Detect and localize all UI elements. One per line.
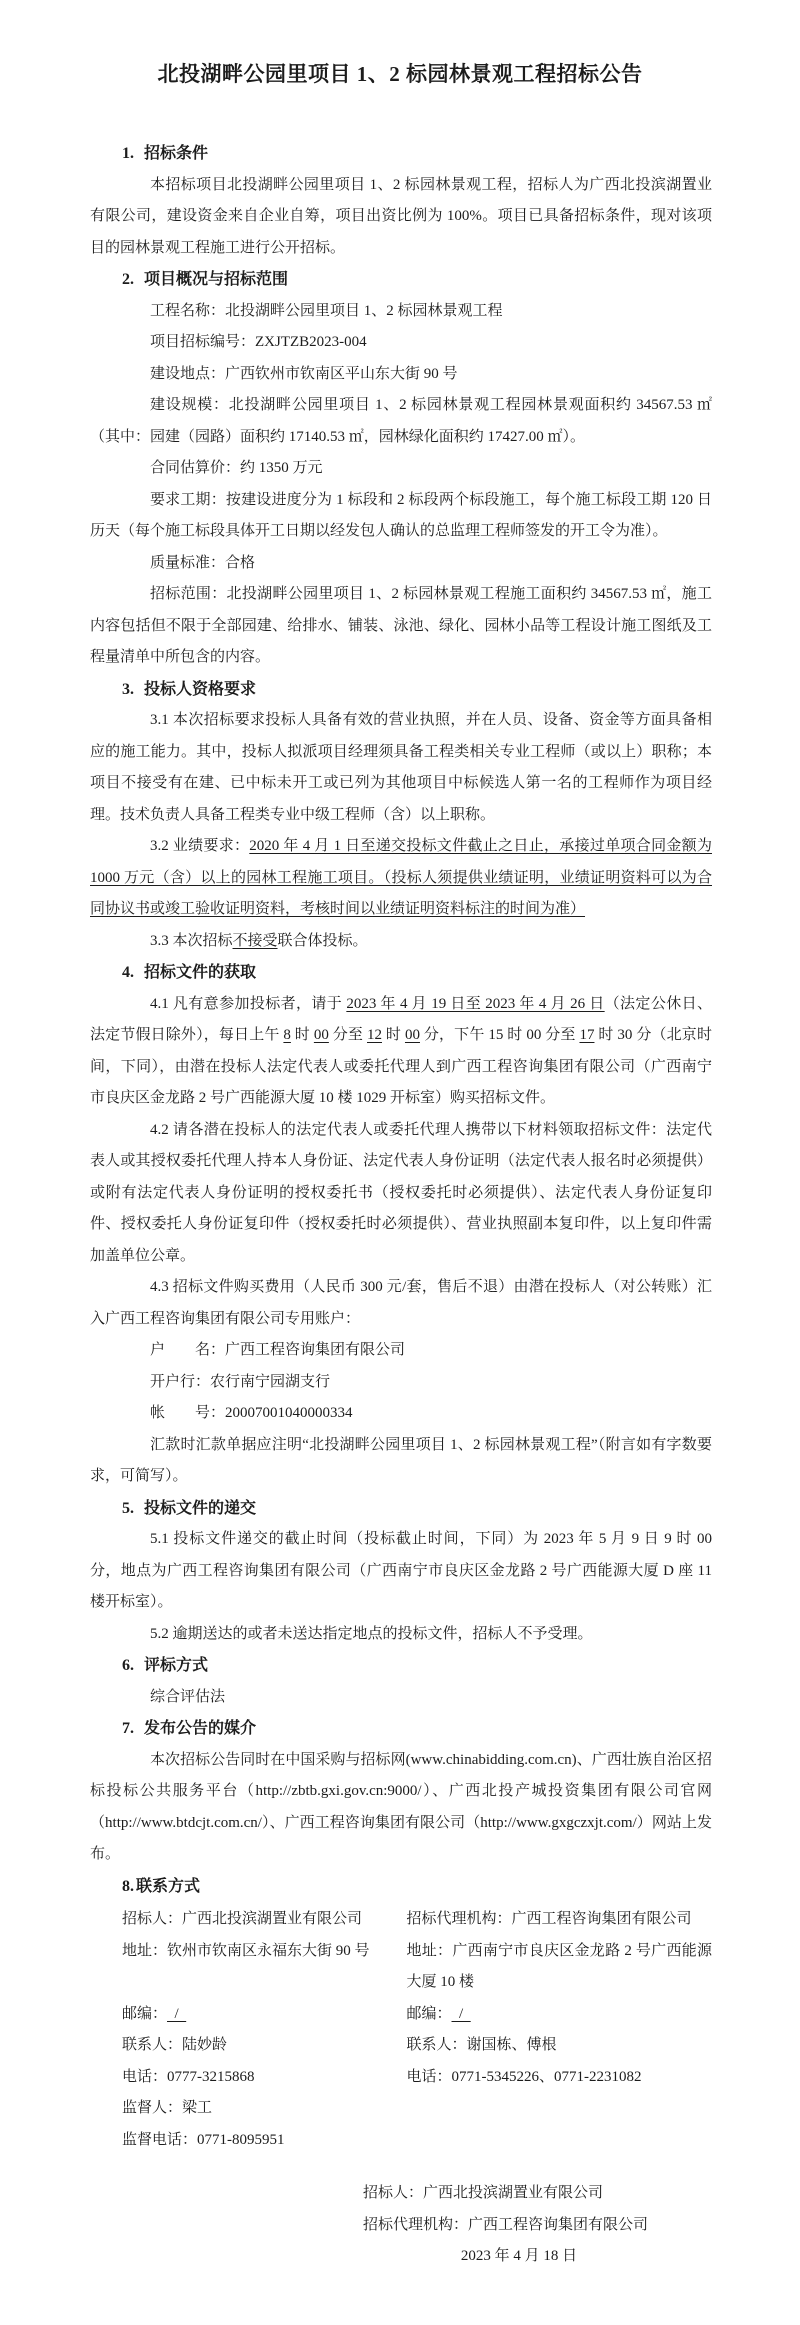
paragraph: 项目招标编号：ZXJTZB2023-004 <box>150 334 367 350</box>
section-label: 招标文件的获取 <box>144 964 257 981</box>
text-run: 时 30 分（北京时间，下同），由潜在投标人法定代表人或委托代理人到广西工程咨询集团有限公司（广西南宁市良庆区金龙路 2 号广西能源大厦 10 楼 1029 开标室）购买招标文件。 <box>90 1027 712 1106</box>
section-heading <box>122 1871 712 1903</box>
contact-cell-bidder <box>90 2093 407 2125</box>
contact-table <box>90 1904 712 2156</box>
underlined-text: 不接受 <box>232 932 278 949</box>
contact-row <box>90 1904 712 1936</box>
underlined-text: 17 <box>579 1027 595 1043</box>
section-number: 7. <box>122 1720 134 1737</box>
section-heading <box>122 264 712 296</box>
section-label: 联系方式 <box>136 1877 201 1895</box>
underlined-text: / <box>451 2005 471 2022</box>
document-content <box>90 138 712 2273</box>
signature-line: 招标人：广西北投滨湖置业有限公司 <box>363 2185 604 2201</box>
text-run: 联系人：陆妙龄 <box>122 2037 228 2053</box>
document-title: 北投湖畔公园里项目 1、2 标园林景观工程招标公告 <box>157 62 643 86</box>
underlined-text: 00 <box>404 1027 420 1043</box>
section-heading <box>122 957 712 989</box>
section-number: 1. <box>122 145 134 162</box>
section-heading <box>122 138 712 170</box>
underlined-text: 8 <box>283 1027 291 1043</box>
contact-cell-agency <box>407 2030 713 2062</box>
section-number: 3. <box>122 680 134 698</box>
paragraph: 帐 号：20007001040000334 <box>150 1405 353 1421</box>
paragraph <box>90 926 712 958</box>
section-label: 项目概况与招标范围 <box>144 271 289 288</box>
underlined-text: / <box>167 2005 187 2022</box>
text-run: 电话：0777-3215868 <box>122 2068 255 2085</box>
section-number: 6. <box>122 1657 134 1674</box>
paragraph: 招标范围：北投湖畔公园里项目 1、2 标园林景观工程施工面积约 34567.53 ㎡，施工内容包括但不限于全部园建、给排水、铺装、泳池、绿化、园林小品等工程设计施工图纸及工程量清单中所包含的内容。 <box>90 586 712 665</box>
section-number: 4. <box>122 964 134 981</box>
contact-cell-agency <box>407 2125 713 2157</box>
text-run: 联合体投标。 <box>277 932 368 949</box>
section-number: 2. <box>122 271 134 288</box>
contact-cell-bidder <box>90 2125 407 2157</box>
contact-row <box>90 1936 712 1999</box>
section-label: 发布公告的媒介 <box>144 1720 257 1737</box>
text-run: 时 <box>382 1027 405 1043</box>
contact-cell-agency <box>407 2062 713 2094</box>
section-label: 招标条件 <box>144 145 209 162</box>
text-run: 3.2 业绩要求： <box>150 838 250 854</box>
contact-cell-agency <box>407 2093 713 2125</box>
contact-cell-bidder <box>90 2030 407 2062</box>
contact-cell-bidder <box>90 2062 407 2094</box>
paragraph: 本次招标公告同时在中国采购与招标网(www.chinabidding.com.cn)、广西壮族自治区招标投标公共服务平台（http://zbtb.gxi.gov.cn:9000/）、广西北投产城投资集团有限公司官网（http://www.btdcjt.com.cn/）、广西工程咨询集团有限公司（http://www.gxgczxjt.com/）网站上发布。 <box>90 1751 712 1862</box>
paragraph: 本招标项目北投湖畔公园里项目 1、2 标园林景观工程，招标人为广西北投滨湖置业有限公司，建设资金来自企业自筹，项目出资比例为 100%。项目已具备招标条件，现对该项目的园林景观工程施工进行公开招标。 <box>90 176 712 256</box>
signature-block <box>363 2178 675 2273</box>
paragraph <box>90 989 712 1115</box>
underlined-text: 00 <box>313 1027 329 1043</box>
section-number: 8. <box>122 1877 134 1895</box>
underlined-text: 2020 年 4 月 1 日至递交投标文件截止之日止，承接过单项合同金额为 1000 万元（含）以上的园林工程施工项目。（投标人须提供业绩证明，业绩证明资料可以为合同协议书或竣工验收证明资料，考核时间以业绩证明资料标注的时间为准） <box>90 838 712 917</box>
text-run: 4.1 凡有意参加投标者，请于 <box>150 995 347 1012</box>
section-label: 评标方式 <box>144 1657 209 1674</box>
text-run: 联系人：谢国栋、傅根 <box>406 2037 557 2053</box>
text-run: 地址：钦州市钦南区永福东大街 90 号 <box>122 1942 370 1959</box>
signature-date: 2023 年 4 月 18 日 <box>460 2248 578 2264</box>
text-run: 分至 <box>328 1027 367 1043</box>
paragraph: 综合评估法 <box>150 1688 226 1705</box>
contact-cell-bidder <box>90 1904 407 1936</box>
text-run: 邮编： <box>122 2005 168 2022</box>
paragraph: 5.1 投标文件递交的截止时间（投标截止时间，下同）为 2023 年 5 月 9 日 9 时 00 分，地点为广西工程咨询集团有限公司（广西南宁市良庆区金龙路 2 号广西能源大厦 D 座 11 楼开标室）。 <box>90 1531 712 1610</box>
paragraph: 建设规模：北投湖畔公园里项目 1、2 标园林景观工程园林景观面积约 34567.53 ㎡（其中：园建（园路）面积约 17140.53 ㎡，园林绿化面积约 17427.00 ㎡）。 <box>90 397 712 445</box>
text-run: 地址：广西南宁市良庆区金龙路 2 号广西能源大厦 10 楼 <box>406 1942 712 1990</box>
contact-cell-agency <box>407 1999 713 2031</box>
underlined-text: 2023 年 4 月 19 日至 2023 年 4 月 26 日 <box>346 995 605 1012</box>
text-run: 招标代理机构：广西工程咨询集团有限公司 <box>406 1911 692 1927</box>
contact-row <box>90 2030 712 2062</box>
paragraph: 合同估算价：约 1350 万元 <box>150 460 323 476</box>
signature-line: 招标代理机构：广西工程咨询集团有限公司 <box>363 2216 649 2233</box>
text-run: 电话：0771-5345226、0771-2231082 <box>406 2068 642 2085</box>
text-run: 邮编： <box>406 2005 452 2022</box>
text-run: （法定公休日、法定节假日除外），每日上午 <box>90 995 712 1043</box>
contact-cell-bidder <box>90 1936 407 1999</box>
section-label: 投标人资格要求 <box>144 680 257 698</box>
paragraph: 质量标准：合格 <box>150 554 256 571</box>
paragraph <box>90 831 712 926</box>
paragraph: 汇款时汇款单据应注明“北投湖畔公园里项目 1、2 标园林景观工程”（附言如有字数要求，可简写）。 <box>90 1436 712 1484</box>
text-run: 时 <box>290 1027 314 1043</box>
text-run: 监督人：梁工 <box>122 2100 213 2116</box>
section-heading <box>122 1493 712 1525</box>
contact-row <box>90 2125 712 2157</box>
paragraph: 工程名称：北投湖畔公园里项目 1、2 标园林景观工程 <box>150 302 503 319</box>
section-label: 投标文件的递交 <box>144 1499 257 1517</box>
contact-cell-agency <box>407 1936 713 1999</box>
section-heading <box>122 674 712 706</box>
paragraph: 户 名：广西工程咨询集团有限公司 <box>150 1342 406 1358</box>
paragraph: 3.1 本次招标要求投标人具备有效的营业执照，并在人员、设备、资金等方面具备相应的施工能力。其中，投标人拟派项目经理须具备工程类相关专业工程师（或以上）职称；本项目不接受有在建、已中标未开工或已列为其他项目中标候选人第一名的工程师作为项目经理。技术负责人具备工程类专业中级工程师（含）以上职称。 <box>90 712 712 823</box>
text-run: 分，下午 15 时 00 分至 <box>419 1027 580 1043</box>
text-run: 招标人：广西北投滨湖置业有限公司 <box>122 1911 363 1927</box>
paragraph: 开户行：农行南宁园湖支行 <box>150 1373 331 1390</box>
paragraph: 要求工期：按建设进度分为 1 标段和 2 标段两个标段施工，每个施工标段工期 120 日历天（每个施工标段具体开工日期以经发包人确认的总监理工程师签发的开工令为准）。 <box>90 491 712 539</box>
paragraph: 5.2 逾期送达的或者未送达指定地点的投标文件，招标人不予受理。 <box>150 1625 593 1642</box>
section-heading <box>122 1713 712 1745</box>
contact-row <box>90 2093 712 2125</box>
contact-cell-bidder <box>90 1999 407 2031</box>
section-heading <box>122 1650 712 1682</box>
paragraph: 4.2 请各潜在投标人的法定代表人或委托代理人携带以下材料领取招标文件：法定代表人或其授权委托代理人持本人身份证、法定代表人身份证明（法定代表人报名时必须提供）或附有法定代表人身份证明的授权委托书（授权委托时必须提供）、法定代表人身份证复印件、授权委托人身份证复印件（授权委托时必须提供）、营业执照副本复印件，以上复印件需加盖单位公章。 <box>90 1121 712 1264</box>
underlined-text: 12 <box>367 1027 382 1043</box>
text-run: 监督电话：0771-8095951 <box>122 2131 285 2148</box>
text-run: 3.3 本次招标 <box>150 932 233 949</box>
section-number: 5. <box>122 1499 134 1517</box>
paragraph: 建设地点：广西钦州市钦南区平山东大街 90 号 <box>150 365 458 382</box>
paragraph: 4.3 招标文件购买费用（人民币 300 元/套，售后不退）由潜在投标人（对公转账）汇入广西工程咨询集团有限公司专用账户： <box>90 1279 712 1327</box>
contact-cell-agency <box>407 1904 713 1936</box>
contact-row <box>90 1999 712 2031</box>
contact-row <box>90 2062 712 2094</box>
